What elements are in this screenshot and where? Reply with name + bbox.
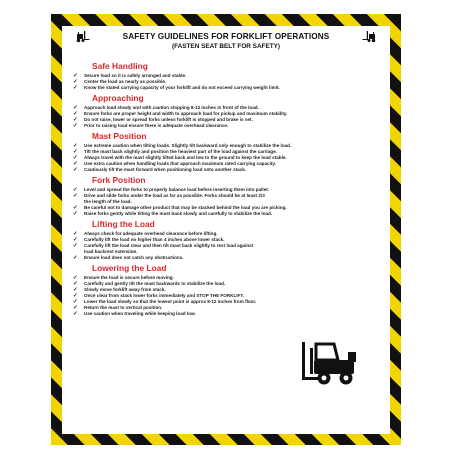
list-item-text: Do not raise, lower or spread forks unless forklift is stopped and brake is set. xyxy=(84,117,253,122)
list-item-text: Return the mast to vertical position. xyxy=(84,305,163,310)
checkmark-icon: ✓ xyxy=(73,79,78,85)
checkmark-icon: ✓ xyxy=(73,193,78,199)
list-item-text: Secure load so it is safely arranged and stable. xyxy=(84,73,187,78)
guideline-section xyxy=(72,219,380,261)
list-item-text: Use extra caution when handling loads that approach maximum rated carrying capacity. xyxy=(84,161,276,166)
guideline-section xyxy=(72,131,380,173)
section-heading: Lowering the Load xyxy=(92,263,167,273)
page-title: SAFETY GUIDELINES FOR FORKLIFT OPERATIONS xyxy=(122,32,330,41)
list-item-text: Always travel with the mast slightly tilted back and low to the ground to keep the load stable. xyxy=(84,155,287,160)
safety-sign xyxy=(51,14,401,445)
checkmark-icon: ✓ xyxy=(73,299,78,305)
checkmark-icon: ✓ xyxy=(73,287,78,293)
checkmark-icon: ✓ xyxy=(73,243,78,249)
forklift-icon xyxy=(298,338,360,386)
checkmark-icon: ✓ xyxy=(73,111,78,117)
list-item xyxy=(72,123,380,129)
list-item-text: Carefully lift the load clear and then tilt mast back slightly to rest load against load backrest extension. xyxy=(84,243,254,254)
checkmark-icon: ✓ xyxy=(73,293,78,299)
list-item-text: Ensure the load is secure before moving. xyxy=(84,275,174,280)
checkmark-icon: ✓ xyxy=(73,105,78,111)
checkmark-icon: ✓ xyxy=(73,161,78,167)
list-item-text: Use caution when traveling while keeping load low. xyxy=(84,311,196,316)
checkmark-icon: ✓ xyxy=(73,73,78,79)
checkmark-icon: ✓ xyxy=(73,123,78,129)
checkmark-icon: ✓ xyxy=(73,167,78,173)
list-item-text: Carefully lift the load no higher than 4 inches above lower stack. xyxy=(84,237,225,242)
checkmark-icon: ✓ xyxy=(73,205,78,211)
list-item xyxy=(72,243,380,255)
list-item-text: Carefully and gently tilt the mast backwards to stabilize the load. xyxy=(84,281,226,286)
checkmark-icon: ✓ xyxy=(73,231,78,237)
checkmark-icon: ✓ xyxy=(73,187,78,193)
section-heading: Lifting the Load xyxy=(92,219,155,229)
checkmark-icon: ✓ xyxy=(73,149,78,155)
guideline-list xyxy=(72,275,380,317)
sign-panel xyxy=(62,26,390,434)
checkmark-icon: ✓ xyxy=(73,275,78,281)
checkmark-icon: ✓ xyxy=(73,85,78,91)
list-item-text: Ensure load does not catch any obstructions. xyxy=(84,255,184,260)
list-item xyxy=(72,255,380,261)
guideline-list xyxy=(72,143,380,173)
checkmark-icon: ✓ xyxy=(73,305,78,311)
checkmark-icon: ✓ xyxy=(73,255,78,261)
list-item-text: Tilt the mast back slightly and position the heaviest part of the load against the carriage. xyxy=(84,149,277,154)
section-heading: Mast Position xyxy=(92,131,147,141)
checkmark-icon: ✓ xyxy=(73,117,78,123)
list-item-text: Lower the load slowly so that the lowest point is approx 8-12 inches from floor. xyxy=(84,299,257,304)
guideline-list xyxy=(72,187,380,217)
guideline-list xyxy=(72,73,380,91)
list-item xyxy=(72,311,380,317)
list-item-text: Cautiously tilt the mast forward when positioning load onto another stack. xyxy=(84,167,247,172)
guideline-list xyxy=(72,105,380,129)
list-item xyxy=(72,167,380,173)
list-item-text: Level and spread the forks to properly balance load before inserting them into pallet. xyxy=(84,187,270,192)
list-item-text: Be careful not to damage other product that may be stacked behind the load you are picking. xyxy=(84,205,287,210)
checkmark-icon: ✓ xyxy=(73,211,78,217)
forklift-icon xyxy=(74,31,90,43)
list-item-text: Approach load slowly and with caution stopping 8-12 inches in front of the load. xyxy=(84,105,259,110)
guideline-sections xyxy=(72,61,380,317)
page-subtitle: (FASTEN SEAT BELT FOR SAFETY) xyxy=(171,43,281,50)
section-heading: Safe Handling xyxy=(92,61,148,71)
section-heading: Approaching xyxy=(92,93,144,103)
list-item-text: Use extreme caution when tilting loads. Slightly tilt backward only enough to stabilize the load. xyxy=(84,143,292,148)
list-item xyxy=(72,193,380,205)
guideline-section xyxy=(72,61,380,91)
list-item-text: Always check for adequate overhead clearance before lifting. xyxy=(84,231,218,236)
list-item-text: Once clear from stack lower forks immediately and STOP THE FORKLIFT. xyxy=(84,293,244,298)
list-item xyxy=(72,211,380,217)
guideline-list xyxy=(72,231,380,261)
checkmark-icon: ✓ xyxy=(73,143,78,149)
list-item-text: Center the load as nearly as possible. xyxy=(84,79,167,84)
list-item-text: Ensure forks are proper height and width to approach load for pickup and maximum stability. xyxy=(84,111,288,116)
list-item-text: Slowly move forklift away from stack. xyxy=(84,287,166,292)
checkmark-icon: ✓ xyxy=(73,237,78,243)
checkmark-icon: ✓ xyxy=(73,155,78,161)
list-item-text: Know the stated carrying capacity of your forklift and do not exceed carrying weight limit. xyxy=(84,85,280,90)
list-item xyxy=(72,85,380,91)
list-item-text: Drive and slide forks under the load as far as possible. Forks should be at least 2/3 the length of the load. xyxy=(84,193,265,204)
checkmark-icon: ✓ xyxy=(73,311,78,317)
guideline-section xyxy=(72,175,380,217)
sign-header xyxy=(72,31,380,59)
checkmark-icon: ✓ xyxy=(73,281,78,287)
forklift-icon xyxy=(362,31,378,43)
guideline-section xyxy=(72,93,380,129)
guideline-section xyxy=(72,263,380,317)
list-item-text: Prior to raising load ensure there is adequate overhead clearance. xyxy=(84,123,229,128)
list-item-text: Raise forks gently while tilting the mast back slowly and carefully to stabilize the load. xyxy=(84,211,273,216)
section-heading: Fork Position xyxy=(92,175,146,185)
